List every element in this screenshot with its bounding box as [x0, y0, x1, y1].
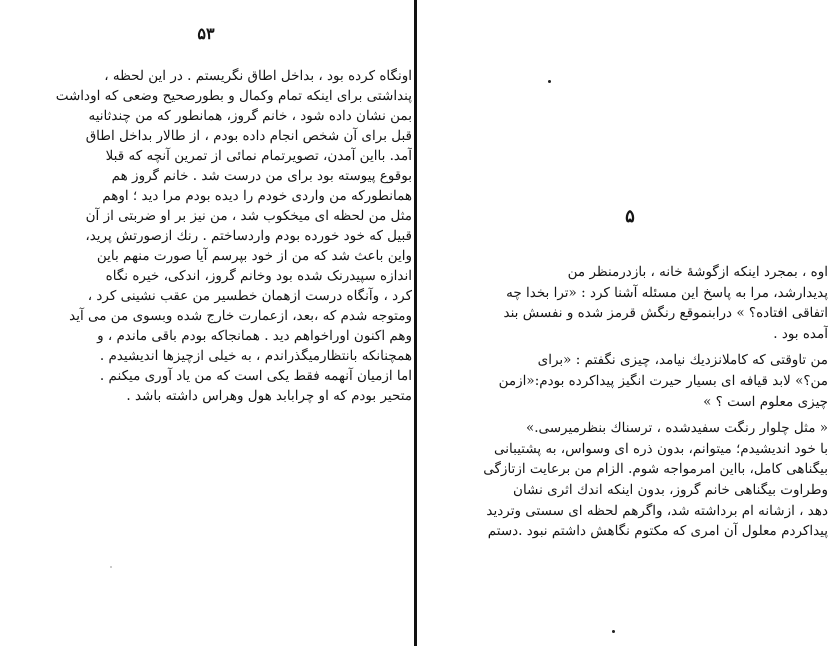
left-page	[0, 0, 412, 646]
page-number: ۵۳	[197, 24, 215, 43]
text-line: آمد. بااین آمدن، تصویرتمام نمائی از تمرین آنچه که قبلا	[105, 148, 412, 164]
text-line: اتفاقی افتاده؟ » درابنموقع رنگش قرمز شده و نفسش بند	[503, 305, 828, 322]
text-line: پدیدارشد، مرا به پاسخ این مسئله آشنا کرد : «ترا بخدا چه	[506, 284, 828, 301]
text-line: من تاوقتی که کاملانزدیك نیامد، چیزی نگفتم : «برای	[537, 352, 828, 369]
text-line: متحیر بودم که او چرابابد هول وهراس داشته باشد .	[126, 388, 412, 404]
text-line: وطراوت بیگناهی خانم گروز، بدون اینکه اندك اثری نشان	[513, 481, 828, 498]
text-line: قبل برای آن شخص انجام داده بودم ، از طالار بداخل اطاق	[85, 128, 412, 144]
text-line: اندازه سپیدرنک شده بود وخانم گروز، اندکی، خیره نگاه	[105, 268, 412, 284]
text-line: با خود اندیشیدم؛ میتوانم، بدون ذره ای وسواس، به پشتیبانی	[494, 440, 828, 457]
text-line: اوه ، بمجرد اینکه ازگوشهٔ خانه ، بازدرمنظر من	[567, 264, 828, 280]
text-line: اما ازمیان آنهمه فقط یکی است که من یاد آوری میکنم .	[99, 368, 412, 384]
text-line: بمن نشان داده شود ، خانم گروز، همانطور که من چندثانیه	[88, 108, 412, 124]
text-line: پیداکردم معلول آن امری که مکتوم نگاهش داشتم نبود .دستم	[487, 523, 828, 540]
paper-speck	[110, 566, 112, 568]
chapter-number: ۵	[625, 206, 635, 227]
text-line: « مثل چلوار رنگت سفیدشده ، ترسناك بنظرمیرسی.»	[525, 420, 828, 437]
text-line: بیگناهی کامل، بااین امرمواجه شوم. الزام من برعایت ازتازگی	[483, 461, 828, 478]
ink-dot	[548, 80, 551, 83]
text-line: کرد ، وآنگاه درست ازهمان خطسیر من عقب نشینی کرد ،	[87, 288, 412, 304]
text-line: وهم اکنون اوراخواهم دید . همانجاکه بودم باقی ماندم ، و	[97, 328, 412, 344]
text-line: ومتوجه شدم که ،بعد، ازعمارت خارج شده وبسوی من می آید	[69, 308, 412, 324]
ink-dot	[612, 630, 615, 633]
text-line: قبیل که خود خورده بودم واردساختم . رنك ازصورتش پرید،	[85, 228, 412, 244]
text-line: واین باعث شد که من از خود بپرسم آیا صورت منهم باین	[96, 248, 412, 264]
text-line: چیزی معلوم است ؟ »	[703, 393, 828, 410]
right-page	[420, 0, 840, 646]
book-gutter-divider	[414, 0, 417, 646]
text-line: پنداشتی برای اینکه تمام وکمال و بطورصحیح وضعی که اوداشت	[55, 88, 412, 104]
left-page-text	[10, 66, 412, 406]
text-line: آمده بود .	[773, 325, 828, 342]
text-line: دهد ، ازشانه ام برداشته شد، واگرهم لحظه ای سستی وتردید	[486, 502, 828, 519]
text-line: همچنانکه بانتظارمیگذراندم ، به خیلی ازچیزها اندیشیدم .	[99, 348, 412, 364]
text-line: من؟» لابد قیافه ای بسیار حیرت انگیز پیداکرده بودم:«ازمن	[498, 372, 828, 389]
text-line: بوقوع پیوسته بود برای من درست شد . خانم گروز هم	[111, 168, 412, 184]
text-line: مثل من لحظه ای میخکوب شد ، من نیز بر او ضربتی از آن	[85, 208, 412, 224]
text-line: اونگاه کرده بود ، بداخل اطاق نگریستم . در این لحظه ،	[104, 68, 412, 84]
right-page-text	[436, 262, 828, 542]
text-line: همانطورکه من واردی خودم را دیده بودم مرا دید ؛ اوهم	[102, 188, 412, 204]
